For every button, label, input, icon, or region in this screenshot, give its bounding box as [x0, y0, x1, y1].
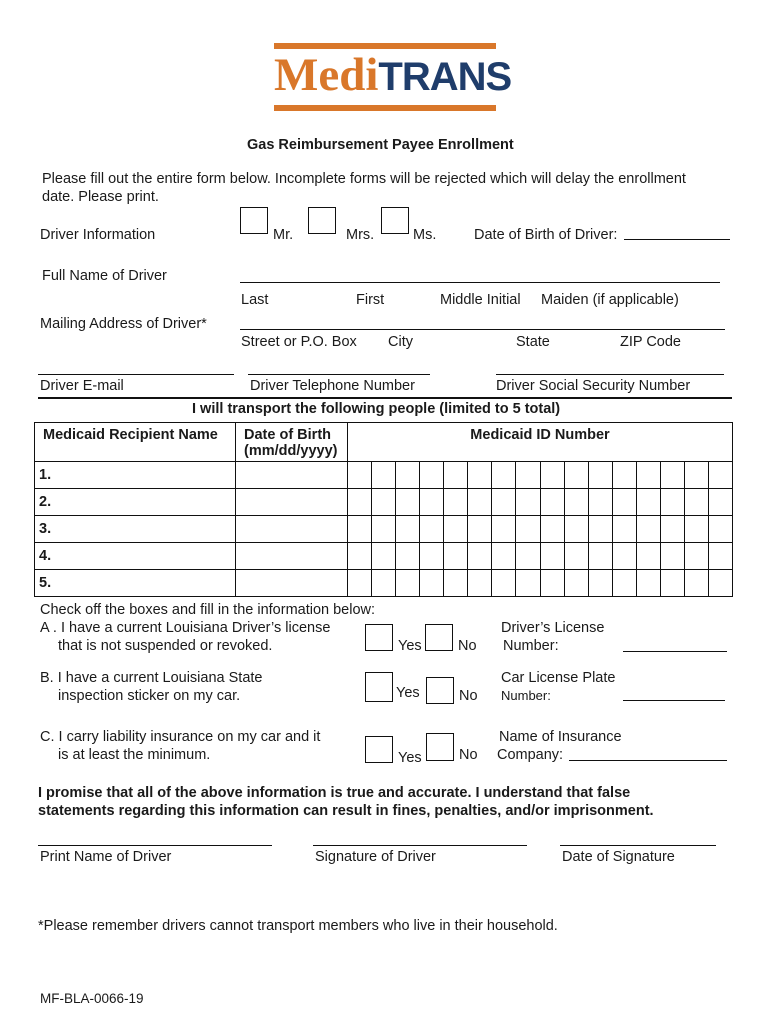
street-caption: Street or P.O. Box	[241, 334, 357, 350]
id-digit-cell[interactable]	[540, 462, 564, 489]
full-name-label: Full Name of Driver	[42, 268, 167, 284]
id-digit-cell[interactable]	[396, 516, 420, 543]
id-digit-cell[interactable]	[396, 462, 420, 489]
id-digit-cell[interactable]	[372, 516, 396, 543]
state-caption: State	[516, 334, 550, 350]
id-digit-cell[interactable]	[348, 489, 372, 516]
id-digit-cell[interactable]	[588, 489, 612, 516]
item-a-no-checkbox[interactable]	[425, 624, 453, 651]
item-c-yes-checkbox[interactable]	[365, 736, 393, 763]
last-name-caption: Last	[241, 292, 269, 308]
id-digit-cell[interactable]	[372, 489, 396, 516]
id-digit-cell[interactable]	[468, 462, 492, 489]
dob-cell[interactable]	[236, 489, 348, 516]
item-c-field-label2: Company:	[497, 747, 564, 763]
mr-label: Mr.	[273, 227, 294, 243]
row-number: 4.	[35, 543, 236, 570]
id-digit-cell[interactable]	[564, 516, 588, 543]
id-digit-cell[interactable]	[468, 543, 492, 570]
item-a-field-label2: Number:	[503, 638, 559, 654]
id-digit-cell[interactable]	[372, 570, 396, 597]
id-digit-cell[interactable]	[588, 516, 612, 543]
middle-initial-caption: Middle Initial	[440, 292, 521, 308]
logo-bottom-bar	[274, 105, 496, 111]
id-digit-cell[interactable]	[348, 543, 372, 570]
id-digit-cell[interactable]	[588, 462, 612, 489]
item-b-yes-checkbox[interactable]	[365, 672, 393, 702]
id-digit-cell[interactable]	[708, 462, 732, 489]
id-digit-cell[interactable]	[636, 489, 660, 516]
first-name-caption: First	[356, 292, 385, 308]
household-note: *Please remember drivers cannot transport members who live in their household.	[38, 918, 558, 934]
id-digit-cell[interactable]	[660, 570, 684, 597]
maiden-caption: Maiden (if applicable)	[541, 292, 679, 308]
id-digit-cell[interactable]	[708, 489, 732, 516]
table-row	[35, 489, 733, 516]
id-digit-cell[interactable]	[372, 543, 396, 570]
id-digit-cell[interactable]	[612, 489, 636, 516]
id-digit-cell[interactable]	[444, 543, 468, 570]
city-caption: City	[388, 334, 413, 350]
id-digit-cell[interactable]	[396, 489, 420, 516]
mrs-checkbox[interactable]	[308, 207, 336, 234]
col-recipient-name-label: Medicaid Recipient Name	[43, 427, 218, 443]
id-digit-cell[interactable]	[348, 516, 372, 543]
id-digit-cell[interactable]	[564, 462, 588, 489]
dob-cell[interactable]	[236, 462, 348, 489]
ms-checkbox[interactable]	[381, 207, 409, 234]
id-digit-cell[interactable]	[636, 543, 660, 570]
zip-caption: ZIP Code	[620, 334, 681, 350]
car-license-plate-field[interactable]	[623, 700, 725, 701]
transport-heading: I will transport the following people (limited to 5 total)	[192, 401, 561, 417]
id-digit-cell[interactable]	[612, 570, 636, 597]
id-digit-cell[interactable]	[516, 462, 540, 489]
section-divider	[38, 397, 732, 399]
col-dob-line2: (mm/dd/yyyy)	[244, 443, 338, 459]
table-row	[35, 543, 733, 570]
item-a-no-label: No	[458, 638, 477, 654]
id-digit-cell[interactable]	[540, 570, 564, 597]
id-digit-cell[interactable]	[636, 516, 660, 543]
id-digit-cell[interactable]	[468, 516, 492, 543]
item-a-field-label1: Driver’s License	[501, 620, 605, 636]
id-digit-cell[interactable]	[492, 543, 516, 570]
id-digit-cell[interactable]	[420, 462, 444, 489]
date-of-signature-caption: Date of Signature	[562, 849, 675, 865]
ms-label: Ms.	[413, 227, 437, 243]
id-digit-cell[interactable]	[420, 489, 444, 516]
dob-cell[interactable]	[236, 543, 348, 570]
item-a-yes-checkbox[interactable]	[365, 624, 393, 651]
id-digit-cell[interactable]	[660, 543, 684, 570]
table-row	[35, 516, 733, 543]
mailing-address-label: Mailing Address of Driver*	[40, 316, 207, 332]
item-b-no-label: No	[459, 688, 478, 704]
signature-caption: Signature of Driver	[315, 849, 436, 865]
id-digit-cell[interactable]	[708, 543, 732, 570]
signature-field[interactable]	[313, 845, 527, 846]
id-digit-cell[interactable]	[516, 570, 540, 597]
id-digit-cell[interactable]	[516, 543, 540, 570]
table-header-row	[35, 423, 733, 462]
dob-cell[interactable]	[236, 516, 348, 543]
item-b-line1: B. I have a current Louisiana State	[40, 670, 263, 686]
id-digit-cell[interactable]	[468, 489, 492, 516]
mailing-address-field[interactable]	[240, 329, 725, 330]
id-digit-cell[interactable]	[564, 489, 588, 516]
dob-driver-field[interactable]	[624, 239, 730, 240]
drivers-license-number-field[interactable]	[623, 651, 727, 652]
id-digit-cell[interactable]	[660, 489, 684, 516]
email-caption: Driver E-mail	[40, 378, 124, 394]
id-digit-cell[interactable]	[444, 489, 468, 516]
insurance-company-field[interactable]	[569, 760, 727, 761]
id-digit-cell[interactable]	[684, 489, 708, 516]
item-a-line1: A . I have a current Louisiana Driver’s license	[40, 620, 331, 636]
item-b-field-label2: Number:	[501, 688, 551, 703]
item-c-field-label1: Name of Insurance	[499, 729, 622, 745]
item-a-yes-label: Yes	[398, 638, 422, 654]
email-field[interactable]	[38, 374, 234, 375]
id-digit-cell[interactable]	[516, 489, 540, 516]
id-digit-cell[interactable]	[444, 570, 468, 597]
row-number: 3.	[35, 516, 236, 543]
form-title: Gas Reimbursement Payee Enrollment	[247, 137, 514, 153]
id-digit-cell[interactable]	[396, 570, 420, 597]
intro-line-2: date. Please print.	[42, 189, 159, 205]
mr-checkbox[interactable]	[240, 207, 268, 234]
row-number: 5.	[35, 570, 236, 597]
id-digit-cell[interactable]	[684, 516, 708, 543]
item-c-no-label: No	[459, 747, 478, 763]
id-digit-cell[interactable]	[492, 462, 516, 489]
table-row	[35, 570, 733, 597]
id-digit-cell[interactable]	[492, 489, 516, 516]
id-digit-cell[interactable]	[612, 462, 636, 489]
id-digit-cell[interactable]	[444, 462, 468, 489]
item-b-no-checkbox[interactable]	[426, 677, 454, 704]
id-digit-cell[interactable]	[636, 570, 660, 597]
print-name-caption: Print Name of Driver	[40, 849, 172, 865]
id-digit-cell[interactable]	[420, 570, 444, 597]
item-c-line2: is at least the minimum.	[58, 747, 211, 763]
col-medicaid-id	[348, 423, 733, 462]
mrs-label: Mrs.	[346, 227, 375, 243]
id-digit-cell[interactable]	[420, 516, 444, 543]
id-digit-cell[interactable]	[540, 489, 564, 516]
logo-part-trans: TRANS	[378, 55, 512, 99]
phone-field[interactable]	[248, 374, 430, 375]
recipient-table	[34, 422, 733, 597]
promise-line-1: I promise that all of the above information is true and accurate. I understand that false	[38, 785, 631, 801]
item-b-yes-label: Yes	[396, 685, 420, 701]
checkoff-heading: Check off the boxes and fill in the information below:	[40, 602, 376, 618]
id-digit-cell[interactable]	[564, 570, 588, 597]
id-digit-cell[interactable]	[540, 516, 564, 543]
id-digit-cell[interactable]	[420, 543, 444, 570]
id-digit-cell[interactable]	[516, 516, 540, 543]
id-digit-cell[interactable]	[684, 462, 708, 489]
id-digit-cell[interactable]	[708, 570, 732, 597]
full-name-field[interactable]	[240, 282, 720, 283]
date-of-signature-field[interactable]	[560, 845, 716, 846]
intro-line-1: Please fill out the entire form below. Incomplete forms will be rejected which will delay the enrollment	[42, 171, 686, 187]
id-digit-cell[interactable]	[684, 570, 708, 597]
form-code: MF-BLA-0066-19	[40, 991, 144, 1006]
logo-wordmark	[274, 49, 512, 101]
id-digit-cell[interactable]	[348, 462, 372, 489]
item-c-line1: C. I carry liability insurance on my car and it	[40, 729, 321, 745]
col-recipient-name	[35, 423, 236, 462]
id-digit-cell[interactable]	[396, 543, 420, 570]
id-digit-cell[interactable]	[708, 516, 732, 543]
row-number: 1.	[35, 462, 236, 489]
table-row	[35, 462, 733, 489]
promise-line-2: statements regarding this information can result in fines, penalties, and/or imprisonment.	[38, 803, 654, 819]
ssn-field[interactable]	[496, 374, 724, 375]
id-digit-cell[interactable]	[612, 516, 636, 543]
col-medicaid-id-label: Medicaid ID Number	[470, 427, 610, 443]
print-name-field[interactable]	[38, 845, 272, 846]
item-a-line2: that is not suspended or revoked.	[58, 638, 273, 654]
id-digit-cell[interactable]	[612, 543, 636, 570]
id-digit-cell[interactable]	[684, 543, 708, 570]
id-digit-cell[interactable]	[468, 570, 492, 597]
item-c-yes-label: Yes	[398, 750, 422, 766]
item-b-line2: inspection sticker on my car.	[58, 688, 241, 704]
dob-cell[interactable]	[236, 570, 348, 597]
row-number: 2.	[35, 489, 236, 516]
id-digit-cell[interactable]	[588, 570, 612, 597]
id-digit-cell[interactable]	[540, 543, 564, 570]
dob-driver-label: Date of Birth of Driver:	[474, 227, 618, 243]
id-digit-cell[interactable]	[492, 516, 516, 543]
id-digit-cell[interactable]	[588, 543, 612, 570]
col-date-of-birth	[236, 423, 348, 462]
item-c-no-checkbox[interactable]	[426, 733, 454, 761]
id-digit-cell[interactable]	[492, 570, 516, 597]
logo-part-medi: Medi	[274, 49, 379, 101]
id-digit-cell[interactable]	[660, 516, 684, 543]
ssn-caption: Driver Social Security Number	[496, 378, 691, 394]
id-digit-cell[interactable]	[372, 462, 396, 489]
phone-caption: Driver Telephone Number	[250, 378, 415, 394]
id-digit-cell[interactable]	[444, 516, 468, 543]
id-digit-cell[interactable]	[660, 462, 684, 489]
id-digit-cell[interactable]	[636, 462, 660, 489]
item-b-field-label1: Car License Plate	[501, 670, 616, 686]
id-digit-cell[interactable]	[348, 570, 372, 597]
id-digit-cell[interactable]	[564, 543, 588, 570]
col-dob-line1: Date of Birth	[244, 427, 331, 443]
driver-info-label: Driver Information	[40, 227, 156, 243]
